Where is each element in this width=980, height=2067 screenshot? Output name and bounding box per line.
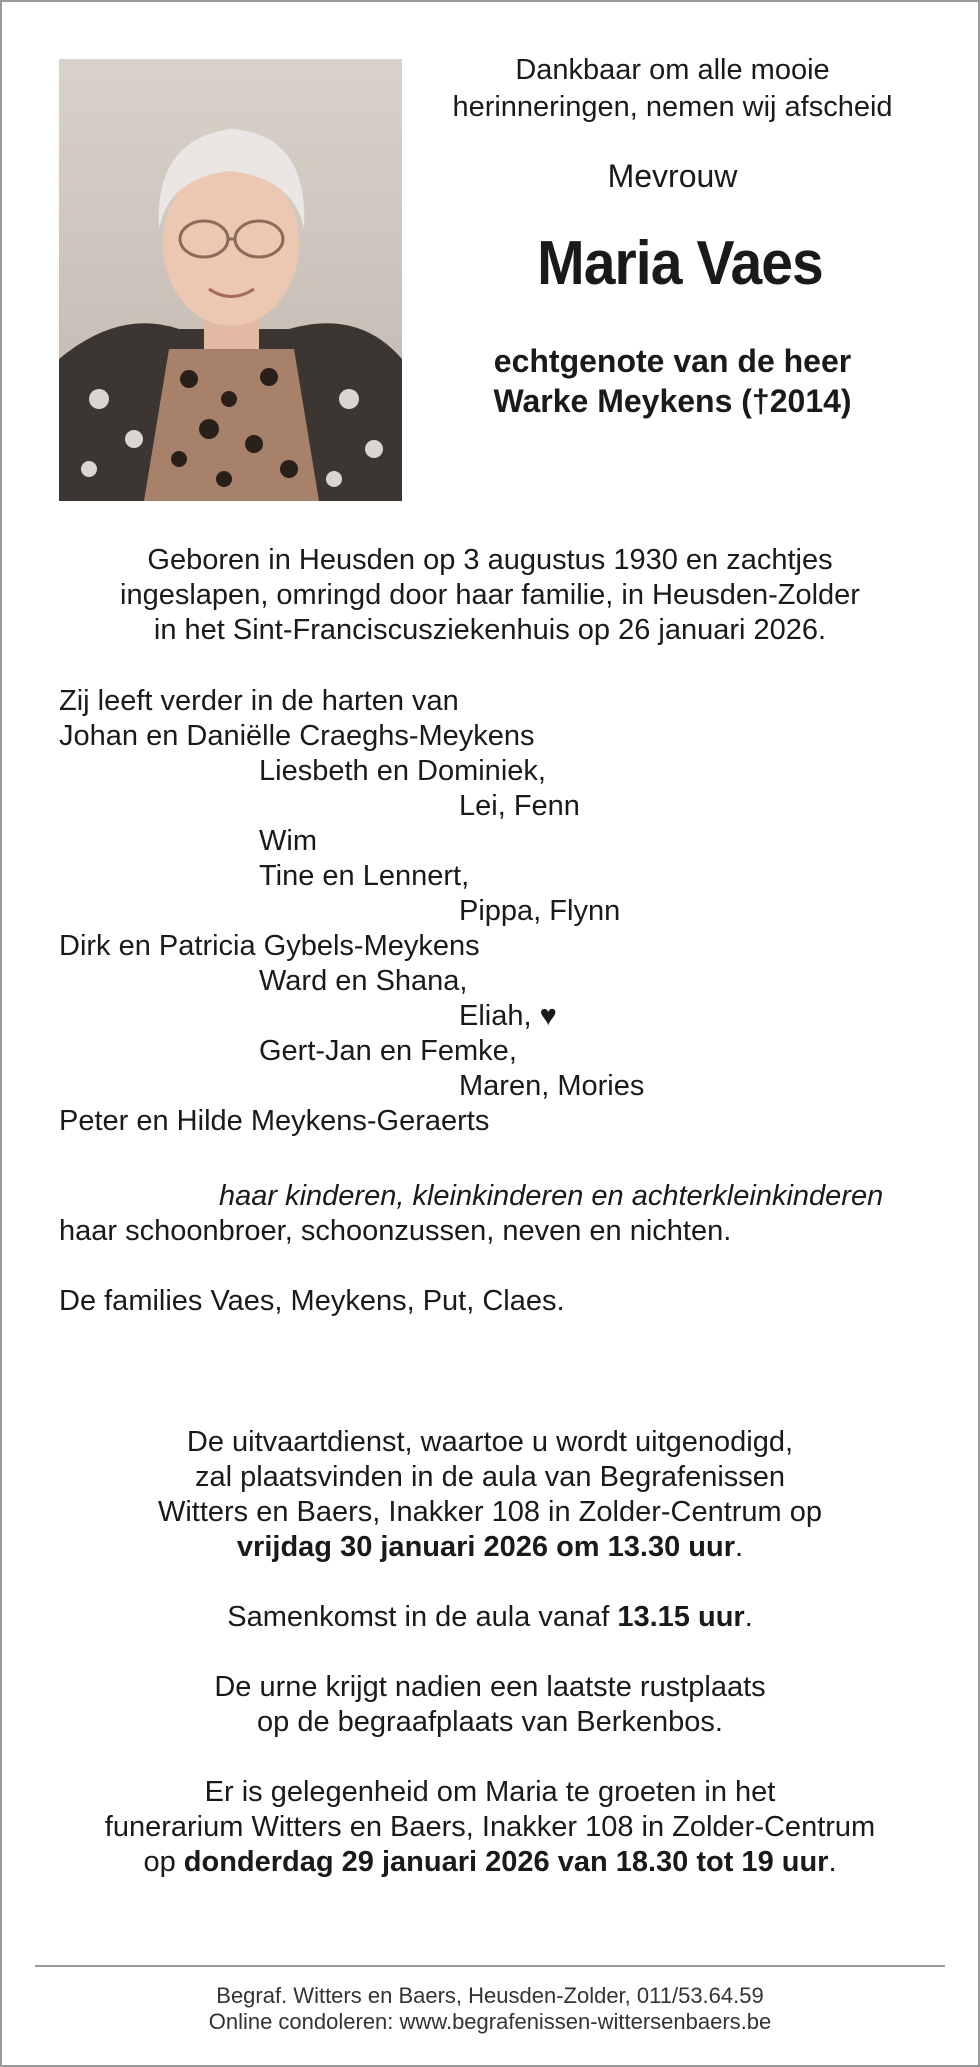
- deceased-name: Maria Vaes: [537, 229, 823, 298]
- family-line: Wim: [259, 825, 317, 857]
- family-line: Lei, Fenn: [459, 790, 580, 822]
- family-line: Gert-Jan en Femke,: [259, 1035, 517, 1067]
- family-names: De families Vaes, Meykens, Put, Claes.: [59, 1285, 565, 1317]
- spouse-info: echtgenote van de heer Warke Meykens (†2014): [493, 343, 852, 419]
- footer-divider: [35, 1965, 945, 1967]
- portrait-photo: [59, 59, 402, 501]
- family-line: Liesbeth en Dominiek,: [259, 755, 546, 787]
- service-info: [59, 1425, 921, 1915]
- honorific: Mevrouw: [607, 158, 738, 194]
- family-line: Eliah, ♥: [459, 1000, 557, 1032]
- visitation-paragraph: Er is gelegenheid om Maria te groeten in het funerarium Witters en Baers, Inakker 108 in Zolder-Centrum op donderdag 29 januari 2026 van 18.30 tot 19 uur.: [104, 1776, 876, 1878]
- family-line: Tine en Lennert,: [259, 860, 470, 892]
- family-inlaws: haar schoonbroer, schoonzussen, neven en nichten.: [59, 1215, 732, 1247]
- gathering-paragraph: Samenkomst in de aula vanaf 13.15 uur.: [227, 1601, 753, 1633]
- family-line: Dirk en Patricia Gybels-Meykens: [59, 930, 480, 962]
- funeral-home-contact: Begraf. Witters en Baers, Heusden-Zolder, 011/53.64.59: [216, 1983, 764, 2008]
- family-line: Pippa, Flynn: [459, 895, 621, 927]
- condolence-link[interactable]: Online condoleren: www.begrafenissen-wittersenbaers.be: [208, 2009, 772, 2034]
- urn-paragraph: De urne krijgt nadien een laatste rustplaats op de begraafplaats van Berkenbos.: [214, 1671, 766, 1738]
- family-line: Peter en Hilde Meykens-Geraerts: [59, 1105, 490, 1137]
- family-line: Ward en Shana,: [259, 965, 468, 997]
- family-relation: haar kinderen, kleinkinderen en achterkleinkinderen: [219, 1180, 884, 1212]
- family-intro: Zij leeft verder in de harten van: [59, 685, 459, 717]
- birth-death-info: Geboren in Heusden op 3 augustus 1930 en zachtjes ingeslapen, omringd door haar familie, in Heusden-Zolder in het Sint-Franciscusziekenhuis op 26 januari 2026.: [120, 544, 860, 646]
- intro-text: Dankbaar om alle mooie herinneringen, nemen wij afscheid: [452, 54, 893, 123]
- funeral-service-paragraph: De uitvaartdienst, waartoe u wordt uitgenodigd, zal plaatsvinden in de aula van Begrafenissen Witters en Baers, Inakker 108 in Zolder-Centrum op vrijdag 30 januari 2026 om 13.30 uur.: [157, 1426, 823, 1563]
- family-line: Maren, Mories: [459, 1070, 645, 1102]
- footer: [59, 1983, 921, 2035]
- family-line: Johan en Daniëlle Craeghs-Meykens: [59, 720, 535, 752]
